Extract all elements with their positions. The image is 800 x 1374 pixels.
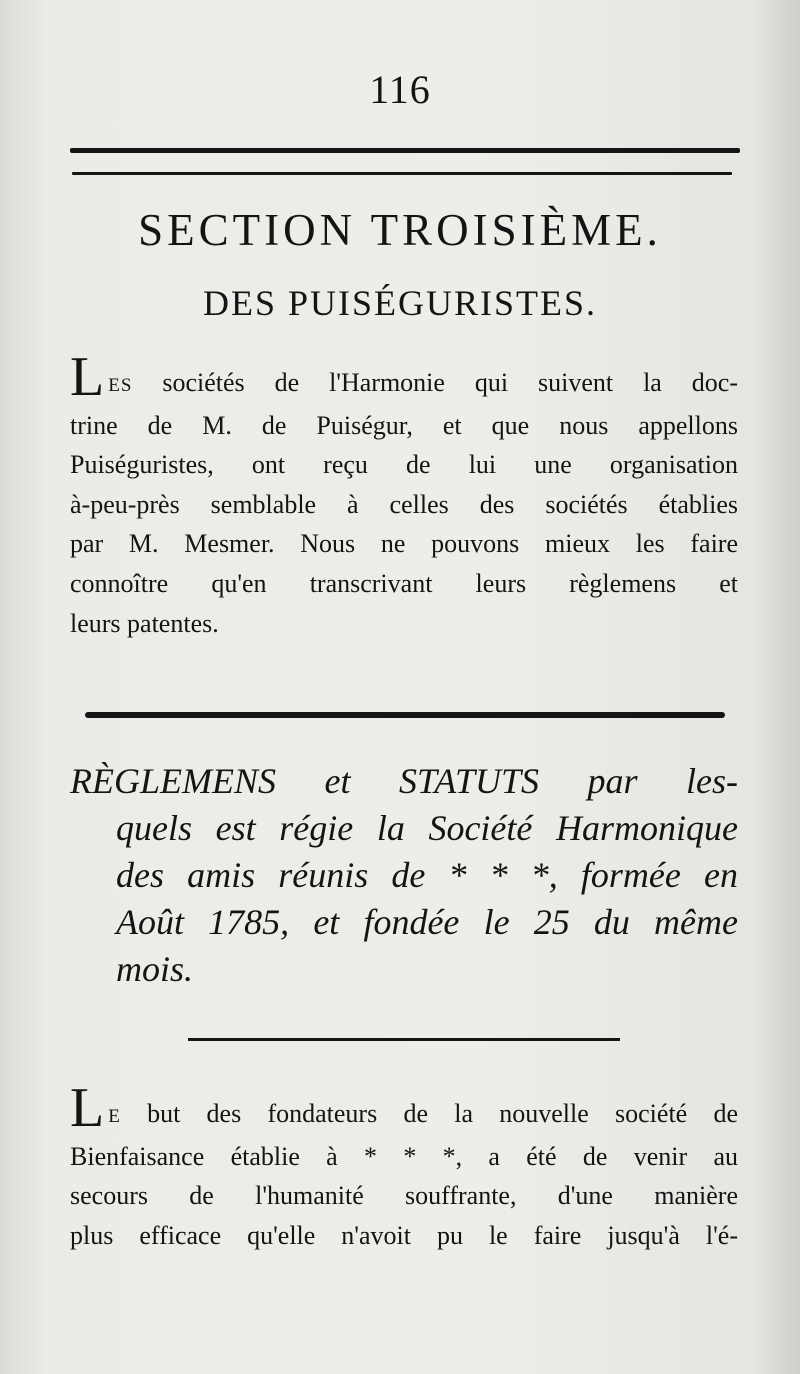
paragraph-line: Puiséguristes, ont reçu de lui une organisation [70, 450, 738, 480]
title-line: Août 1785, et fondée le 25 du même [116, 902, 738, 942]
paragraph-line: par M. Mesmer. Nous ne pouvons mieux les faire [70, 529, 738, 559]
title-line: des amis réunis de * * *, formée en [116, 855, 738, 895]
paragraph-line: trine de M. de Puiségur, et que nous appellons [70, 410, 738, 440]
paragraph-founders [70, 1077, 738, 1255]
drop-cap: L [70, 346, 105, 408]
paragraph-line [70, 1077, 738, 1139]
header-rule-bottom [72, 172, 732, 175]
paragraph-text: sociétés de l'Harmonie qui suivent la doc- [132, 368, 738, 397]
paragraph-line: à-peu-près semblable à celles des sociétés établies [70, 489, 738, 519]
paragraph-line: plus efficace qu'elle n'avoit pu le faire jusqu'à l'é- [70, 1220, 738, 1250]
section-subheading: DES PUISÉGURISTES. [202, 283, 598, 323]
paragraph-line [70, 346, 738, 408]
regulation-title [70, 758, 738, 993]
title-line: RÈGLEMENS et STATUTS par les- [70, 761, 738, 801]
page-number: 116 [369, 67, 431, 112]
paragraph-line: secours de l'humanité souffrante, d'une manière [70, 1181, 738, 1211]
short-divider-rule [188, 1038, 620, 1041]
divider-rule [85, 712, 725, 718]
paragraph-line: leurs patentes. [70, 608, 219, 638]
header-rule-top [70, 148, 740, 153]
paragraph-line: Bienfaisance établie à * * *, a été de venir au [70, 1141, 738, 1171]
paragraph-intro [70, 346, 738, 643]
title-line: mois. [116, 949, 194, 989]
paragraph-line: connoître qu'en transcrivant leurs règlemens et [70, 568, 738, 598]
paragraph-text: but des fondateurs de la nouvelle société de [120, 1099, 738, 1128]
drop-cap: L [70, 1077, 105, 1139]
section-heading: SECTION TROISIÈME. [138, 205, 662, 255]
title-line: quels est régie la Société Harmonique [116, 808, 738, 848]
small-caps-text: E [108, 1106, 121, 1127]
small-caps-text: ES [108, 375, 133, 396]
